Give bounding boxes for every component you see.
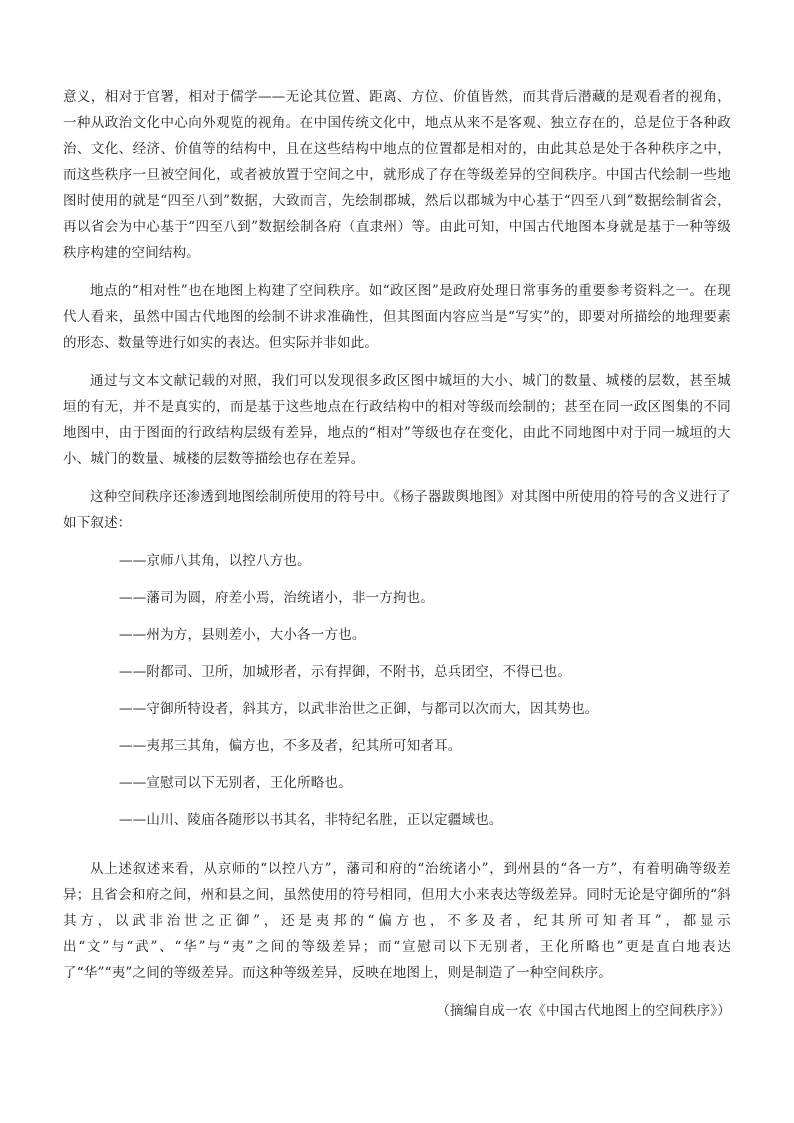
quote-item: ——夷邦三其角，偏方也，不多及者，纪其所可知者耳。 (119, 738, 462, 754)
quote-item: ——京师八其角，以控八方也。 (119, 553, 311, 569)
paragraph-conclusion: 从上述叙述来看，从京师的“以控八方”，藩司和府的“治统诸小”，到州县的“各一方”，有着明确等级差异；且省会和府之间，州和县之间，虽然使用的符号相同，但用大小来表达等级差异。同时无论是守御所的“斜其方，以武非治世之正御”，还是夷邦的“偏方也，不多及者，纪其所可知者耳”，都显示出“文”与“武”、“华”与“夷”之间的等级差异；而“宣慰司以下无别者，王化所略也”更是直白地表达了“华”“夷”之间的等级差异。而这种等级差异，反映在地图上，则是制造了一种空间秩序。 (63, 861, 731, 981)
quote-item: ——宣慰司以下无别者，王化所略也。 (119, 775, 352, 791)
symbol-quote-list (63, 548, 731, 834)
paragraph-symbols-intro: 这种空间秩序还渗透到地图绘制所使用的符号中。《杨子器跋舆地图》对其图中所使用的符号的含义进行了如下叙述： (63, 489, 731, 531)
document-page (63, 84, 731, 1024)
paragraph-relativity: 地点的“相对性”也在地图上构建了空间秩序。如“政区图”是政府处理日常事务的重要参考资料之一。在现代人看来，虽然中国古代地图的绘制不讲求准确性，但其图面内容应当是“写实”的，即要对所描绘的地理要素的形态、数量等进行如实的表达。但实际并非如此。 (63, 283, 731, 351)
quote-item: ——山川、陵庙各随形以书其名，非特纪名胜，正以定疆域也。 (119, 812, 503, 828)
quote-item: ——州为方，县则差小，大小各一方也。 (119, 627, 366, 643)
quote-item: ——藩司为圆，府差小焉，治统诸小，非一方拘也。 (119, 590, 435, 606)
source-citation: （摘编自成一农《中国古代地图上的空间秩序》） (436, 1003, 731, 1019)
quote-item: ——守御所特设者，斜其方，以武非治世之正御，与都司以次而大，因其势也。 (119, 701, 599, 717)
paragraph-comparison: 通过与文本文献记载的对照，我们可以发现很多政区图中城垣的大小、城门的数量、城楼的层数，甚至城垣的有无，并不是真实的，而是基于这些地点在行政结构中的相对等级而绘制的；甚至在同一政区图集的不同地图中，由于图面的行政结构层级有差异，地点的“相对”等级也存在变化，由此不同地图中对于同一城垣的大小、城门的数量、城楼的层数等描绘也存在差异。 (63, 373, 731, 467)
quote-item: ——附都司、卫所，加城形者，示有捍御，不附书，总兵团空，不得已也。 (119, 664, 572, 680)
paragraph-opening: 意义，相对于官署，相对于儒学——无论其位置、距离、方位、价值皆然，而其背后潜藏的是观看者的视角，一种从政治文化中心向外观览的视角。在中国传统文化中，地点从来不是客观、独立存在的，总是位于各种政治、文化、经济、价值等的结构中，且在这些结构中地点的位置都是相对的，由此其总是处于各种秩序之中，而这些秩序一旦被空间化，或者被放置于空间之中，就形成了存在等级差异的空间秩序。中国古代绘制一些地图时使用的就是“四至八到”数据，大致而言，先绘制郡城，然后以郡城为中心基于“四至八到”数据绘制省会，再以省会为中心基于“四至八到”数据绘制各府（直隶州）等。由此可知，中国古代地图本身就是基于一种等级秩序构建的空间结构。 (63, 89, 731, 261)
